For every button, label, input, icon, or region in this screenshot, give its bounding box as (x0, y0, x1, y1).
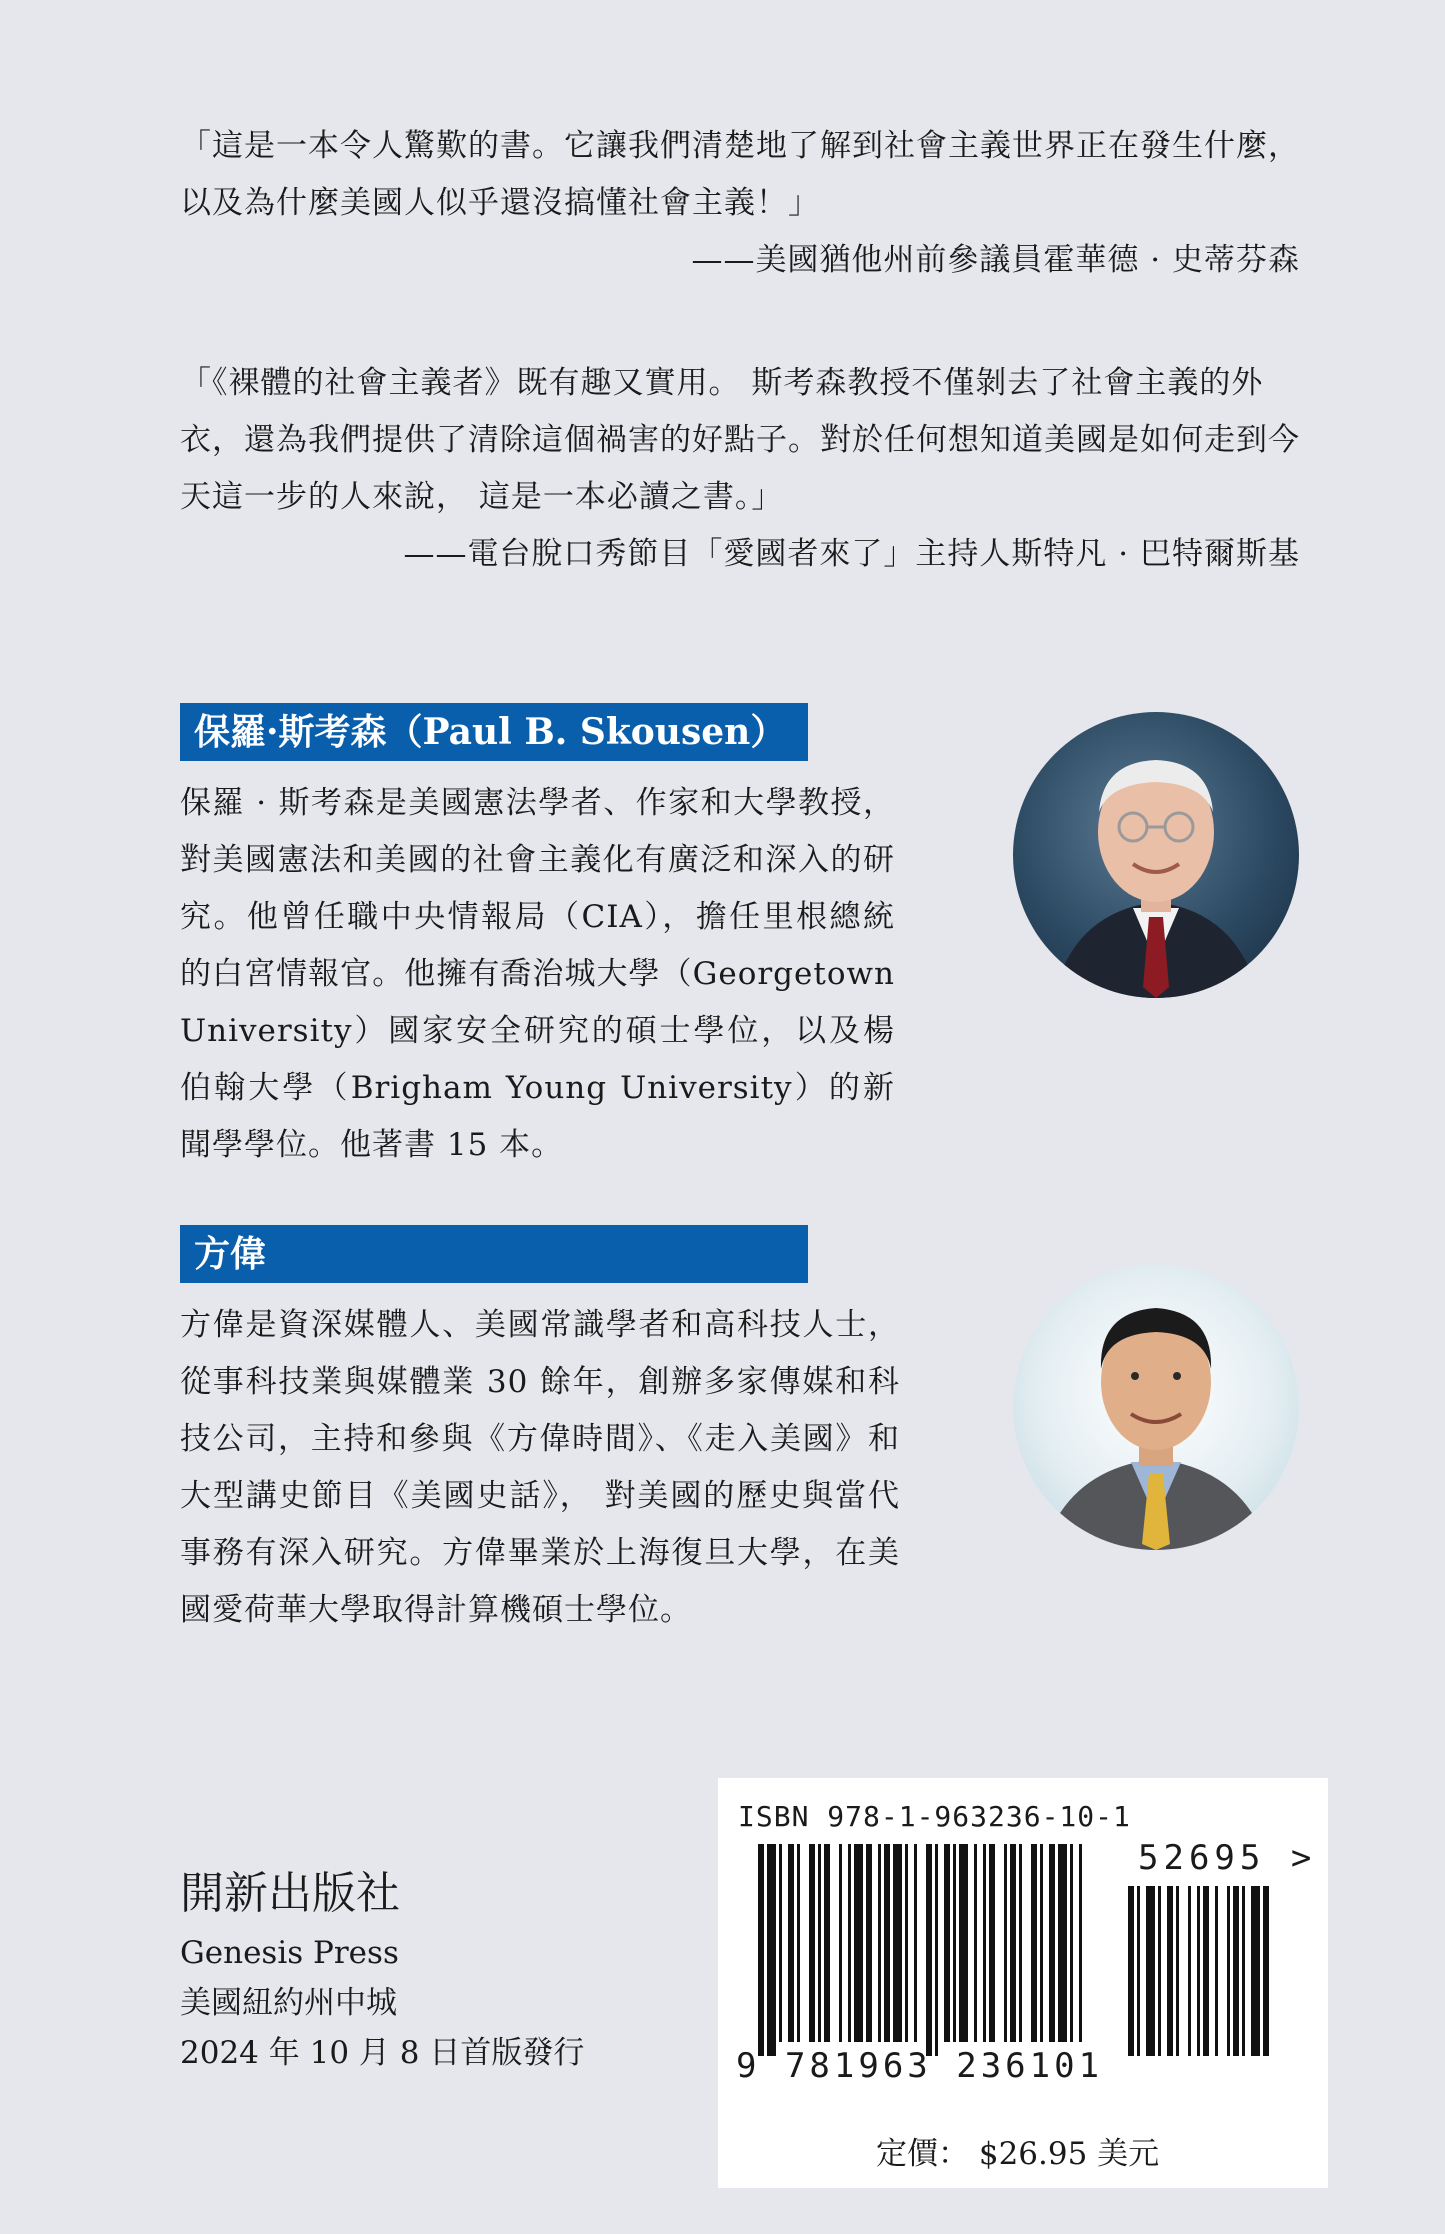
author-1-portrait (1013, 712, 1299, 998)
quote-2-attribution: ——電台脫口秀節目「愛國者來了」主持人斯特凡 · 巴特爾斯基 (403, 536, 1300, 572)
author-1-bio: 保羅 · 斯考森是美國憲法學者、作家和大學教授，對美國憲法和美國的社會主義化有廣泛和深入的研究。他曾任職中央情報局（CIA），擔任里根總統的白宮情報官。他擁有喬治城大學（Georgetown University）國家安全研究的碩士學位，以及楊伯翰大學（Brigham Young University）的新聞學學位。他著書 15 本。 (180, 785, 895, 1163)
author-1-photo (1013, 712, 1299, 998)
barcode-addon: 52695 > (1138, 1838, 1317, 1878)
quote-1-attribution: ——美國猶他州前參議員霍華德 · 史蒂芬森 (691, 242, 1300, 278)
publisher-location: 美國紐約州中城 (180, 1985, 397, 2021)
barcode-box (718, 1778, 1328, 2188)
author-2-name: 方偉 (180, 1225, 808, 1283)
quote-2-text: 「《裸體的社會主義者》既有趣又實用。 斯考森教授不僅剝去了社會主義的外衣，還為我們提供了清除這個禍害的好點子。對於任何想知道美國是如何走到今天這一步的人來說， 這是一本必讀之書。」 (180, 365, 1300, 515)
price: 定價： $26.95 美元 (876, 2136, 1160, 2172)
addon-barcode (1128, 1886, 1269, 2056)
author-2-bio: 方偉是資深媒體人、美國常識學者和高科技人士，從事科技業與媒體業 30 餘年，創辦多家傳媒和科技公司，主持和參與《方偉時間》、《走入美國》和大型講史節目《美國史話》， 對美國的歷史與當代事務有深入研究。方偉畢業於上海復旦大學，在美國愛荷華大學取得計算機碩士學位。 (180, 1307, 900, 1628)
quote-1-text: 「這是一本令人驚歎的書。它讓我們清楚地了解到社會主義世界正在發生什麼，以及為什麼美國人似乎還沒搞懂社會主義！」 (180, 128, 1300, 221)
quote-2 (180, 355, 1300, 583)
author-1-name: 保羅·斯考森（Paul B. Skousen） (180, 703, 808, 761)
publisher-edition: 2024 年 10 月 8 日首版發行 (180, 2035, 585, 2071)
publisher-name: 開新出版社 (180, 1868, 400, 1919)
barcode-digits: 9 781963 236101 (736, 2046, 1104, 2086)
author-2-portrait (1013, 1264, 1299, 1550)
publisher-name-en: Genesis Press (180, 1935, 399, 1971)
author-2-photo (1013, 1264, 1299, 1550)
quote-1 (180, 118, 1300, 289)
ean-barcode (758, 1844, 1082, 2056)
isbn-text: ISBN 978-1-963236-10-1 (738, 1800, 1131, 1833)
publisher-block (180, 1862, 584, 2078)
